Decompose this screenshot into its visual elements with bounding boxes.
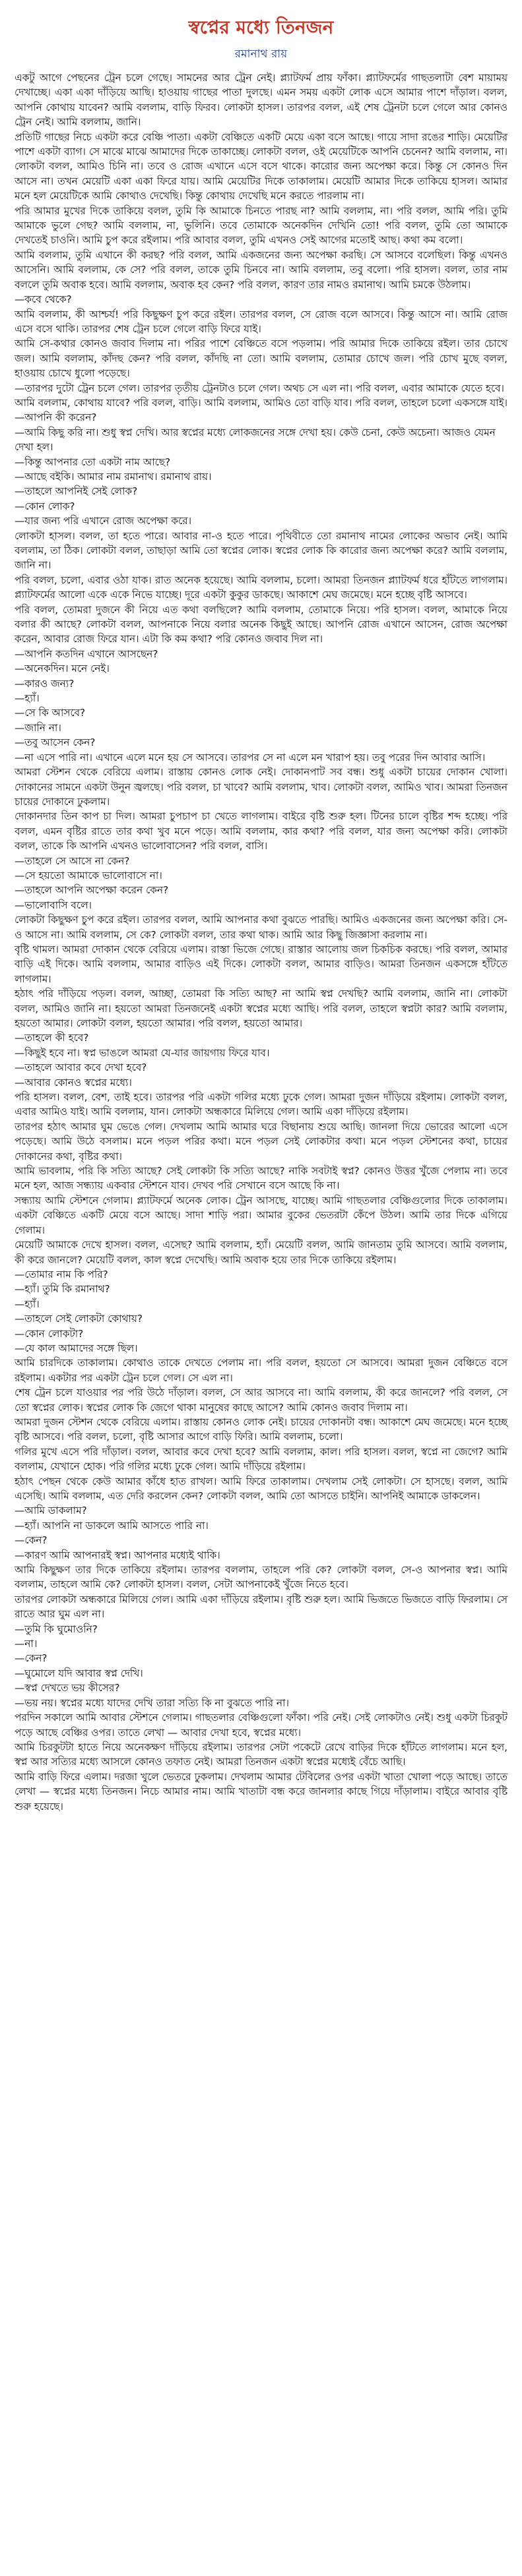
dialogue-line: —তবু আসেন কেন?: [15, 736, 96, 749]
dialogue-line: —তারপর দুটো ট্রেন চলে গেল। তারপর তৃতীয় ট্রেনটাও চলে গেল। অথচ সে এল না। পরি বলল, এবার আমাকে যেতে হবে। আমি বললাম, কোথায় যাবে? পরি বলল, বাড়ি। আমি বললাম, আমিও তো বাড়ি যাব। পরি বলল, তাহলে চলো একসঙ্গে যাই।: [15, 382, 508, 409]
dialogue-line: —তাহলে কী হবে?: [15, 1032, 89, 1044]
dialogue-line: —ভয় নয়। স্বপ্নের মধ্যে যাদের দেখি তারা সত্যি কি না বুঝতে পারি না।: [15, 1696, 289, 1709]
dialogue-line: —সে কি আসবে?: [15, 707, 86, 719]
story-paragraph: সন্ধ্যায় আমি স্টেশনে গেলাম। প্ল্যাটফর্মে অনেক লোক। ট্রেন আসছে, যাচ্ছে। আমি গাছতলার বেঞ্চিগুলোর দিকে তাকালাম। একটা বেঞ্চিতে একটি মেয়ে বসে আছে। সাদা শাড়ি পরা। আমার বুকের ভেতরটা কেঁপে উঠল। আমি তার দিকে এগিয়ে গেলাম।: [15, 1194, 507, 1236]
story-paragraph: আমি সে-কথার কোনও জবাব দিলাম না। পরির পাশে বেঞ্চিতে বসে পড়লাম। পরি আমার দিকে তাকিয়ে রইল। তার চোখে জল। আমি বললাম, কাঁদছ কেন? পরি বলল, কাঁদছি না তো। আমি বললাম, তোমার চোখে জল। পরি চোখ মুছে বলল, হাওয়ায় চোখে ধুলো পড়েছে।: [15, 338, 507, 380]
story-paragraph: হঠাৎ পরি দাঁড়িয়ে পড়ল। বলল, আচ্ছা, তোমরা কি সত্যি আছ? না আমি স্বপ্ন দেখছি? আমি বললাম, জানি না। লোকটা বলল, আমিও জানি না। হয়তো আমরা তিনজনেই একটা স্বপ্নের মধ্যে আছি। পরি বলল, তাহলে স্বপ্নটা কার? আমি বললাম, হয়তো আমার। লোকটা বলল, হয়তো আমার। পরি বলল, হয়তো আমার।: [15, 988, 508, 1029]
dialogue-line: —কারও জন্য?: [15, 677, 75, 690]
story-paragraph: প্রতিটি গাছের নিচে একটা করে বেঞ্চি পাতা। একটা বেঞ্চিতে একটি মেয়ে একা বসে আছে। গায়ে সাদা রঙের শাড়ি। মেয়েটির পাশে একটা ব্যাগ। সে মাঝে মাঝে আমাদের দিকে তাকাচ্ছে। লোকটা বলল, ওই মেয়েটিকে আপনি চেনেন? আমি বললাম, না। লোকটা বলল, আমিও চিনি না। তবে ও রোজ এখানে এসে বসে থাকে। কারোর জন্য অপেক্ষা করে। কিন্তু সে কোনও দিন আসে না। তখন মেয়েটি একা একা ফিরে যায়। আমি মেয়েটির দিকে তাকালাম। মেয়েটি আমার দিকে তাকিয়ে হাসল। আমার মনে হল মেয়েটিকে আমি কোথাও দেখেছি। কিন্তু কোথায় দেখেছি মনে করতে পারলাম না।: [15, 131, 507, 202]
story-paragraph: আমি চারদিকে তাকালাম। কোথাও তাকে দেখতে পেলাম না। পরি বলল, হয়তো সে আসবে। আমরা দুজন বেঞ্চিতে বসে রইলাম। একটার পর একটা ট্রেন চলে গেল। সে এল না।: [15, 1357, 507, 1384]
story-paragraph: মেয়েটি আমাকে দেখে হাসল। বলল, এসেছ? আমি বললাম, হ্যাঁ। মেয়েটি বলল, আমি জানতাম তুমি আসবে। আমি বললাম, কী করে জানলে? মেয়েটি বলল, কাল স্বপ্নে দেখেছি। আমি অবাক হয়ে তার দিকে তাকিয়ে রইলাম।: [15, 1239, 507, 1266]
story-paragraph: পরি হাসল। বলল, বেশ, তাই হবে। তারপর পরি একটা গলির মধ্যে ঢুকে গেল। আমরা দুজন দাঁড়িয়ে রইলাম। লোকটা বলল, এবার আমিও যাই। আমি বললাম, যান। লোকটা অন্ধকারে মিলিয়ে গেল। আমি একা দাঁড়িয়ে রইলাম।: [15, 1091, 507, 1118]
story-paragraph: আমি বললাম, কী আশ্চর্য! পরি কিছুক্ষণ চুপ করে রইল। তারপর বলল, সে রোজ বলে আসবে। কিন্তু আসে না। আমি রোজ এসে বসে থাকি। তারপর শেষ ট্রেন চলে গেলে বাড়ি ফিরে যাই।: [15, 308, 507, 335]
dialogue-line: —কিন্তু আপনার তো একটা নাম আছে?: [15, 456, 171, 468]
dialogue-line: —জানি না।: [15, 721, 61, 734]
dialogue-line: —তাহলে সে আসে না কেন?: [15, 854, 130, 867]
dialogue-line: —আমি কিছু করি না। শুধু স্বপ্ন দেখি। আর স্বপ্নের মধ্যে লোকজনের সঙ্গে দেখা হয়। কেউ চেনা, কেউ অচেনা। আজও যেমন দেখা হল।: [15, 426, 496, 454]
dialogue-line: —কবে থেকে?: [15, 293, 72, 306]
story-paragraph: তারপর লোকটা অন্ধকারে মিলিয়ে গেল। আমি একা দাঁড়িয়ে রইলাম। বৃষ্টি শুরু হল। আমি ভিজতে ভিজতে বাড়ি ফিরলাম। সে রাতে আর ঘুম এল না।: [15, 1593, 507, 1621]
story-paragraph: তারপর হঠাৎ আমার ঘুম ভেঙে গেল। দেখলাম আমি আমার ঘরে বিছানায় শুয়ে আছি। জানলা দিয়ে ভোরের আলো এসে পড়েছে। আমি উঠে বসলাম। মনে পড়ল পরির কথা। মনে পড়ল সেই লোকটার কথা। মনে পড়ল স্টেশনের কথা, চায়ের দোকানের কথা, বৃষ্টির কথা।: [15, 1120, 507, 1162]
dialogue-line: —ঘুমোলে যদি আবার স্বপ্ন দেখি।: [15, 1667, 143, 1679]
dialogue-line: —তাহলে আপনিই সেই লোক?: [15, 485, 138, 498]
story-author: রমানাথ রায়: [234, 47, 288, 61]
dialogue-line: —আপনি কী করেন?: [15, 411, 97, 424]
story-paragraph: বৃষ্টি থামল। আমরা দোকান থেকে বেরিয়ে এলাম। রাস্তা ভিজে গেছে। রাস্তার আলোয় জল চিকচিক করছে। পরি বলল, আমার বাড়ি এই দিকে। আমি বললাম, আমার বাড়িও এই দিকে। লোকটা বলল, আমার বাড়িও। আমরা তিনজন একসঙ্গে হাঁটতে লাগলাম।: [15, 943, 507, 985]
dialogue-line: —কেন?: [15, 1652, 48, 1665]
dialogue-line: —কারণ আমি আপনারই স্বপ্ন। আপনার মধ্যেই থাকি।: [15, 1549, 220, 1561]
story-paragraph: একটু আগে পেছনের ট্রেন চলে গেছে। সামনের আর ট্রেন নেই। প্ল্যাটফর্ম প্রায় ফাঁকা। প্ল্যাটফর্মের গাছতলাটা বেশ মায়াময় দেখাচ্ছে। একা একা দাঁড়িয়ে আছি। হাওয়ায় গাছের পাতা দুলছে। এমন সময় একটা লোক এসে আমার পাশে দাঁড়াল। বলল, আপনি কোথায় যাবেন? আমি বললাম, বাড়ি ফিরব। লোকটা হাসল। তারপর বলল, এই শেষ ট্রেনটা চলে গেলে আর কোনও ট্রেন নেই। আমি বললাম, জানি।: [15, 72, 507, 129]
dialogue-line: —হ্যাঁ।: [15, 692, 40, 705]
dialogue-line: —তুমি কি ঘুমোওনি?: [15, 1623, 98, 1635]
dialogue-line: —হ্যাঁ। তুমি কি রমানাথ?: [15, 1283, 110, 1296]
dialogue-line: —আপনি কতদিন এখানে আসছেন?: [15, 647, 158, 660]
dialogue-line: —না এসে পারি না। এখানে এলে মনে হয় সে আসবে। তারপর সে না এলে মন খারাপ হয়। তবু পরের দিন আবার আসি।: [15, 751, 486, 764]
dialogue-line: —আমি ডাকলাম?: [15, 1505, 87, 1517]
story-paragraph: আমরা স্টেশন থেকে বেরিয়ে এলাম। রাস্তায় কোনও লোক নেই। দোকানপাট সব বন্ধ। শুধু একটা চায়ের দোকান খোলা। দোকানের সামনে একটা উনুন জ্বলছে। পরি বলল, চা খাবে? আমি বললাম, খাব। লোকটা বলল, আমিও খাব। আমরা তিনজন চায়ের দোকানে ঢুকলাম।: [15, 766, 507, 808]
dialogue-line: —কোন লোকটা?: [15, 1327, 84, 1340]
story-title: স্বপ্নের মধ্যে তিনজন: [188, 16, 334, 38]
dialogue-line: —হ্যাঁ। আপনি না ডাকলে আমি আসতে পারি না।: [15, 1519, 209, 1532]
story-body: [15, 71, 507, 1814]
dialogue-line: —আছে বইকি। আমার নাম রমানাথ। রমানাথ রায়।: [15, 470, 212, 483]
dialogue-line: —অনেকদিন। মনে নেই।: [15, 663, 110, 675]
dialogue-line: —হ্যাঁ।: [15, 1298, 40, 1310]
story-paragraph: পরদিন সকালে আমি আবার স্টেশনে গেলাম। গাছতলার বেঞ্চিগুলো ফাঁকা। পরি নেই। সেই লোকটাও নেই। শুধু একটা চিরকুট পড়ে আছে বেঞ্চির ওপর। তাতে লেখা — আবার দেখা হবে, স্বপ্নের মধ্যে।: [15, 1712, 507, 1739]
dialogue-line: —তাহলে আপনি অপেক্ষা করেন কেন?: [15, 884, 169, 897]
dialogue-line: —কিছুই হবে না। স্বপ্ন ভাঙলে আমরা যে-যার জায়গায় ফিরে যাব।: [15, 1046, 270, 1059]
dialogue-line: —ভালোবাসি বলে।: [15, 899, 92, 911]
dialogue-line: —কোন লোক?: [15, 500, 75, 512]
story-paragraph: আমরা দুজন স্টেশন থেকে বেরিয়ে এলাম। রাস্তায় কোনও লোক নেই। চায়ের দোকানটা বন্ধ। আকাশে মেঘ জমেছে। মনে হচ্ছে বৃষ্টি আসবে। পরি বলল, চলো, বৃষ্টি আসার আগে বাড়ি ফিরি। আমি বললাম, চলো।: [15, 1416, 507, 1443]
story-paragraph: পরি বলল, তোমরা দুজনে কী নিয়ে এত কথা বলছিলে? আমি বললাম, তোমাকে নিয়ে। পরি হাসল। বলল, আমাকে নিয়ে বলার কী আছে? লোকটা বলল, আপনাকে নিয়ে বলার অনেক কিছুই আছে। আপনি রোজ এখানে আসেন, রোজ অপেক্ষা করেন, আবার রোজ ফিরে যান। এটা কি কম কথা? পরি কোনও জবাব দিল না।: [15, 603, 507, 645]
story-paragraph: গলির মুখে এসে পরি দাঁড়াল। বলল, আবার কবে দেখা হবে? আমি বললাম, কাল। পরি হাসল। বলল, স্বপ্নে না জেগে? আমি বললাম, যেখানে হোক। পরি গলির মধ্যে ঢুকে গেল। আমি দাঁড়িয়ে রইলাম।: [15, 1445, 507, 1473]
story-paragraph: আমি চিরকুটটা হাতে নিয়ে অনেকক্ষণ দাঁড়িয়ে রইলাম। তারপর সেটা পকেটে রেখে বাড়ির দিকে হাঁটতে লাগলাম। মনে হল, স্বপ্ন আর সত্যির মধ্যে আসলে কোনও তফাত নেই। আমরা তিনজন একটা স্বপ্নের মধ্যেই বেঁচে আছি।: [15, 1741, 507, 1768]
story-paragraph: আমি কিছুক্ষণ তার দিকে তাকিয়ে রইলাম। তারপর বললাম, তাহলে পরি কে? লোকটা বলল, সে-ও আপনার স্বপ্ন। আমি বললাম, তাহলে আমি কে? লোকটা হাসল। বলল, সেটা আপনাকেই খুঁজে নিতে হবে।: [15, 1564, 507, 1591]
dialogue-line: —স্বপ্ন দেখতে ভয় কীসের?: [15, 1682, 120, 1694]
story-paragraph: লোকটা হাসল। বলল, তা হতে পারে। আবার না-ও হতে পারে। পৃথিবীতে তো রমানাথ নামের লোকের অভাব নেই। আমি বললাম, তা ঠিক। লোকটা বলল, তাছাড়া আমি তো স্বপ্নের লোক। স্বপ্নের লোক কি কারোর জন্য অপেক্ষা করে? আমি বললাম, জানি না।: [15, 529, 507, 572]
story-paragraph: দোকানদার তিন কাপ চা দিল। আমরা চুপচাপ চা খেতে লাগলাম। বাইরে বৃষ্টি শুরু হল। টিনের চালে বৃষ্টির শব্দ হচ্ছে। পরি বলল, এমন বৃষ্টির রাতে তার কথা খুব মনে পড়ে। আমি বললাম, কার কথা? পরি বলল, যার জন্য অপেক্ষা করি। লোকটা বলল, তাকে কি আপনি এখনও ভালোবাসেন? পরি বলল, বাসি।: [15, 810, 507, 853]
story-paragraph: শেষ ট্রেন চলে যাওয়ার পর পরি উঠে দাঁড়াল। বলল, সে আর আসবে না। আমি বললাম, কী করে জানলে? পরি বলল, সে তো স্বপ্নের লোক। স্বপ্নের লোক কি জেগে থাকা মানুষের কাছে আসে? আমি কোনও জবাব দিলাম না।: [15, 1387, 507, 1414]
story-paragraph: পরি বলল, চলো, এবার ওঠা যাক। রাত অনেক হয়েছে। আমি বললাম, চলো। আমরা তিনজন প্ল্যাটফর্ম ধরে হাঁটতে লাগলাম। প্ল্যাটফর্মের আলো একে একে নিভে যাচ্ছে। দূরে একটা কুকুর ডাকছে। আকাশে মেঘ জমেছে। মনে হচ্ছে বৃষ্টি আসবে।: [15, 574, 507, 601]
dialogue-line: —তাহলে সেই লোকটা কোথায়?: [15, 1313, 143, 1325]
dialogue-line: —যে কাল আমাদের সঙ্গে ছিল।: [15, 1342, 138, 1354]
story-paragraph: আমি বাড়ি ফিরে এলাম। দরজা খুলে ভেতরে ঢুকলাম। দেখলাম আমার টেবিলের ওপর একটা খাতা খোলা পড়ে আছে। তাতে লেখা — স্বপ্নের মধ্যে তিনজন। নিচে আমার নাম। আমি খাতাটা বন্ধ করে জানলার কাছে গিয়ে দাঁড়ালাম। বাইরে আবার বৃষ্টি শুরু হয়েছে।: [15, 1770, 507, 1812]
story-paragraph: আমি বললাম, তুমি এখানে কী করছ? পরি বলল, আমি একজনের জন্য অপেক্ষা করছি। সে আসবে বলেছিল। কিন্তু এখনও আসেনি। আমি বললাম, কে সে? পরি বলল, তাকে তুমি চিনবে না। আমি বললাম, তবু বলো। পরি হাসল। বলল, তার নাম বললে তুমি অবাক হবে। আমি বললাম, অবাক হব কেন? পরি বলল, কারণ তার নামও রমানাথ। আমি চমকে উঠলাম।: [15, 249, 507, 291]
dialogue-line: —যার জন্য পরি এখানে রোজ অপেক্ষা করে।: [15, 515, 192, 527]
dialogue-line: —কেন?: [15, 1534, 48, 1547]
dialogue-line: —তোমার নাম কি পরি?: [15, 1268, 108, 1280]
story-paragraph: হঠাৎ পেছন থেকে কেউ আমার কাঁধে হাত রাখল। আমি ফিরে তাকালাম। দেখলাম সেই লোকটা। সে হাসছে। বলল, আমি এসেছি। আমি বললাম, এত দেরি করলেন কেন? লোকটা বলল, আমি তো আসতে চাইনি। আপনিই আমাকে ডাকলেন।: [15, 1475, 507, 1502]
story-paragraph: লোকটা কিছুক্ষণ চুপ করে রইল। তারপর বলল, আমি আপনার কথা বুঝতে পারছি। আমিও একজনের জন্য অপেক্ষা করি। সে-ও আসে না। আমি বললাম, সে কে? লোকটা বলল, তার কথা থাক। আমি আর কিছু জিজ্ঞাসা করলাম না।: [15, 914, 507, 941]
dialogue-line: —না।: [15, 1638, 38, 1650]
story-paragraph: আমি ভাবলাম, পরি কি সত্যি আছে? সেই লোকটা কি সত্যি আছে? নাকি সবটাই স্বপ্ন? কোনও উত্তর খুঁজে পেলাম না। তবে মনে হল, আজ সন্ধ্যায় একবার স্টেশনে যাব। দেখব পরি সেখানে বসে আছে কি না।: [15, 1165, 507, 1192]
story-paragraph: পরি আমার মুখের দিকে তাকিয়ে বলল, তুমি কি আমাকে চিনতে পারছ না? আমি বললাম, না। পরি বলল, আমি পরি। তুমি আমাকে ভুলে গেছ? আমি বললাম, না, ভুলিনি। তবে তোমাকে অনেকদিন দেখিনি তো! পরি বলল, তুমি তো আমাকে দেখতেই চাওনি। আমি চুপ করে রইলাম। পরি আবার বলল, তুমি এখনও সেই আগের মতোই আছ। কথা কম বলো।: [15, 204, 507, 247]
dialogue-line: —আবার কোনও স্বপ্নের মধ্যে।: [15, 1076, 132, 1089]
dialogue-line: —তাহলে আবার কবে দেখা হবে?: [15, 1062, 147, 1074]
dialogue-line: —সে হয়তো আমাকে ভালোবাসে না।: [15, 869, 162, 882]
